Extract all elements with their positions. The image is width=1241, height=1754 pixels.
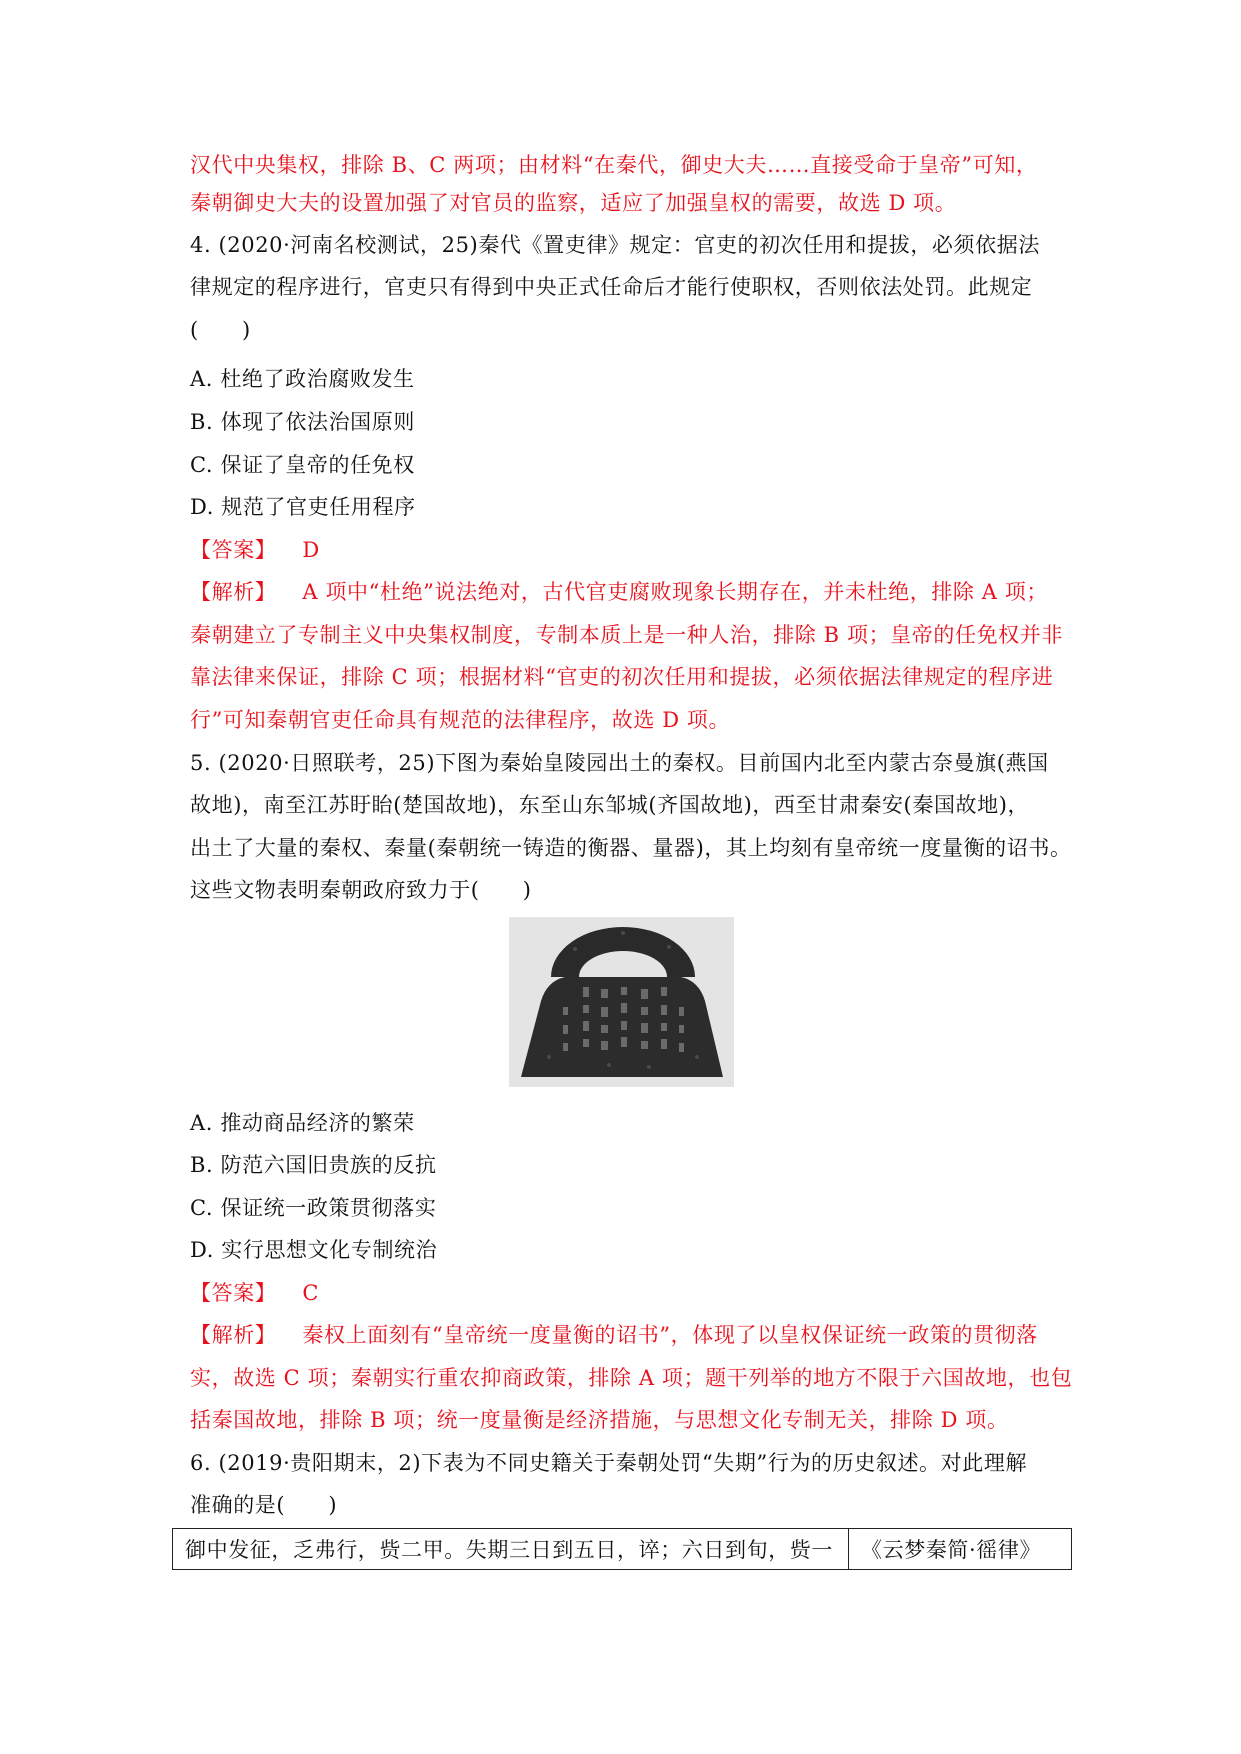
q5-stem-line-4: 这些文物表明秦朝政府致力于( ) [190, 878, 532, 902]
q5-stem-line-1: 5. (2020·日照联考，25)下图为秦始皇陵园出土的秦权。目前国内北至内蒙古奈曼旗(燕国 [190, 751, 1049, 775]
table-cell-text: 御中发征，乏弗行，赀二甲。失期三日到五日，谇；六日到旬，赀一 [173, 1529, 849, 1570]
q5-analysis-line-1 [190, 1320, 1070, 1350]
q4-option-b: B. 体现了依法治国原则 [190, 410, 415, 434]
table-row [173, 1529, 1072, 1570]
qin-weight-image [509, 917, 734, 1087]
q4-stem-line-3: ( ) [190, 318, 251, 342]
q3-analysis-line-1: 汉代中央集权，排除 B、C 两项；由材料“在秦代，御史大夫……直接受命于皇帝”可知， [190, 153, 1038, 177]
q4-option-d: D. 规范了官吏任用程序 [190, 495, 416, 519]
q5-option-a: A. 推动商品经济的繁荣 [190, 1111, 415, 1135]
q5-option-d: D. 实行思想文化专制统治 [190, 1238, 438, 1262]
q4-analysis-line-3: 靠法律来保证，排除 C 项；根据材料“官吏的初次任用和提拔，必须依据法律规定的程序进 [190, 665, 1054, 689]
q4-stem-line-1: 4. (2020·河南名校测试，25)秦代《置吏律》规定：官吏的初次任用和提拔，必须依据法 [190, 233, 1040, 257]
q5-analysis-line-2: 实，故选 C 项；秦朝实行重农抑商政策，排除 A 项；题干列举的地方不限于六国故地，也包 [190, 1366, 1073, 1390]
q5-analysis-line-3: 括秦国故地，排除 B 项；统一度量衡是经济措施，与思想文化专制无关，排除 D 项。 [190, 1408, 1009, 1432]
q5-option-c: C. 保证统一政策贯彻落实 [190, 1196, 437, 1220]
q5-analysis-label: 【解析】 [190, 1323, 277, 1347]
q5-stem-line-2: 故地)，南至江苏盱眙(楚国故地)，东至山东邹城(齐国故地)，西至甘肃秦安(秦国故地)， [190, 793, 1030, 817]
q4-answer-line [190, 535, 1070, 565]
q4-analysis-line-1 [190, 577, 1070, 607]
q4-analysis-label: 【解析】 [190, 580, 277, 604]
q5-answer-line [190, 1278, 1070, 1308]
q5-option-b: B. 防范六国旧贵族的反抗 [190, 1153, 437, 1177]
q5-analysis-text-1: 秦权上面刻有“皇帝统一度量衡的诏书”，体现了以皇权保证统一政策的贯彻落 [302, 1323, 1038, 1347]
q4-analysis-line-4: 行”可知秦朝官吏任命具有规范的法律程序，故选 D 项。 [190, 708, 731, 732]
q5-stem-line-3: 出土了大量的秦权、秦量(秦朝统一铸造的衡器、量器)，其上均刻有皇帝统一度量衡的诏书。 [190, 836, 1072, 860]
q5-answer-value: C [302, 1281, 320, 1305]
table-cell-source: 《云梦秦简·徭律》 [849, 1529, 1072, 1570]
q4-answer-label: 【答案】 [190, 538, 277, 562]
q4-option-c: C. 保证了皇帝的任免权 [190, 453, 415, 477]
q4-stem-line-2: 律规定的程序进行，官吏只有得到中央正式任命后才能行使职权，否则依法处罚。此规定 [190, 275, 1033, 299]
q6-stem-line-1: 6. (2019·贵阳期末，2)下表为不同史籍关于秦朝处罚“失期”行为的历史叙述。对此理解 [190, 1451, 1028, 1475]
q6-history-table [172, 1528, 1072, 1570]
q3-analysis-line-2: 秦朝御史大夫的设置加强了对官员的监察，适应了加强皇权的需要，故选 D 项。 [190, 191, 957, 215]
q4-answer-value: D [302, 538, 320, 562]
q4-option-a: A. 杜绝了政治腐败发生 [190, 367, 415, 391]
q6-stem-line-2: 准确的是( ) [190, 1493, 338, 1517]
q5-answer-label: 【答案】 [190, 1281, 277, 1305]
q4-analysis-text-1: A 项中“杜绝”说法绝对，古代官吏腐败现象长期存在，并未杜绝，排除 A 项； [302, 580, 1049, 604]
q4-analysis-line-2: 秦朝建立了专制主义中央集权制度，专制本质上是一种人治，排除 B 项；皇帝的任免权并非 [190, 623, 1063, 647]
